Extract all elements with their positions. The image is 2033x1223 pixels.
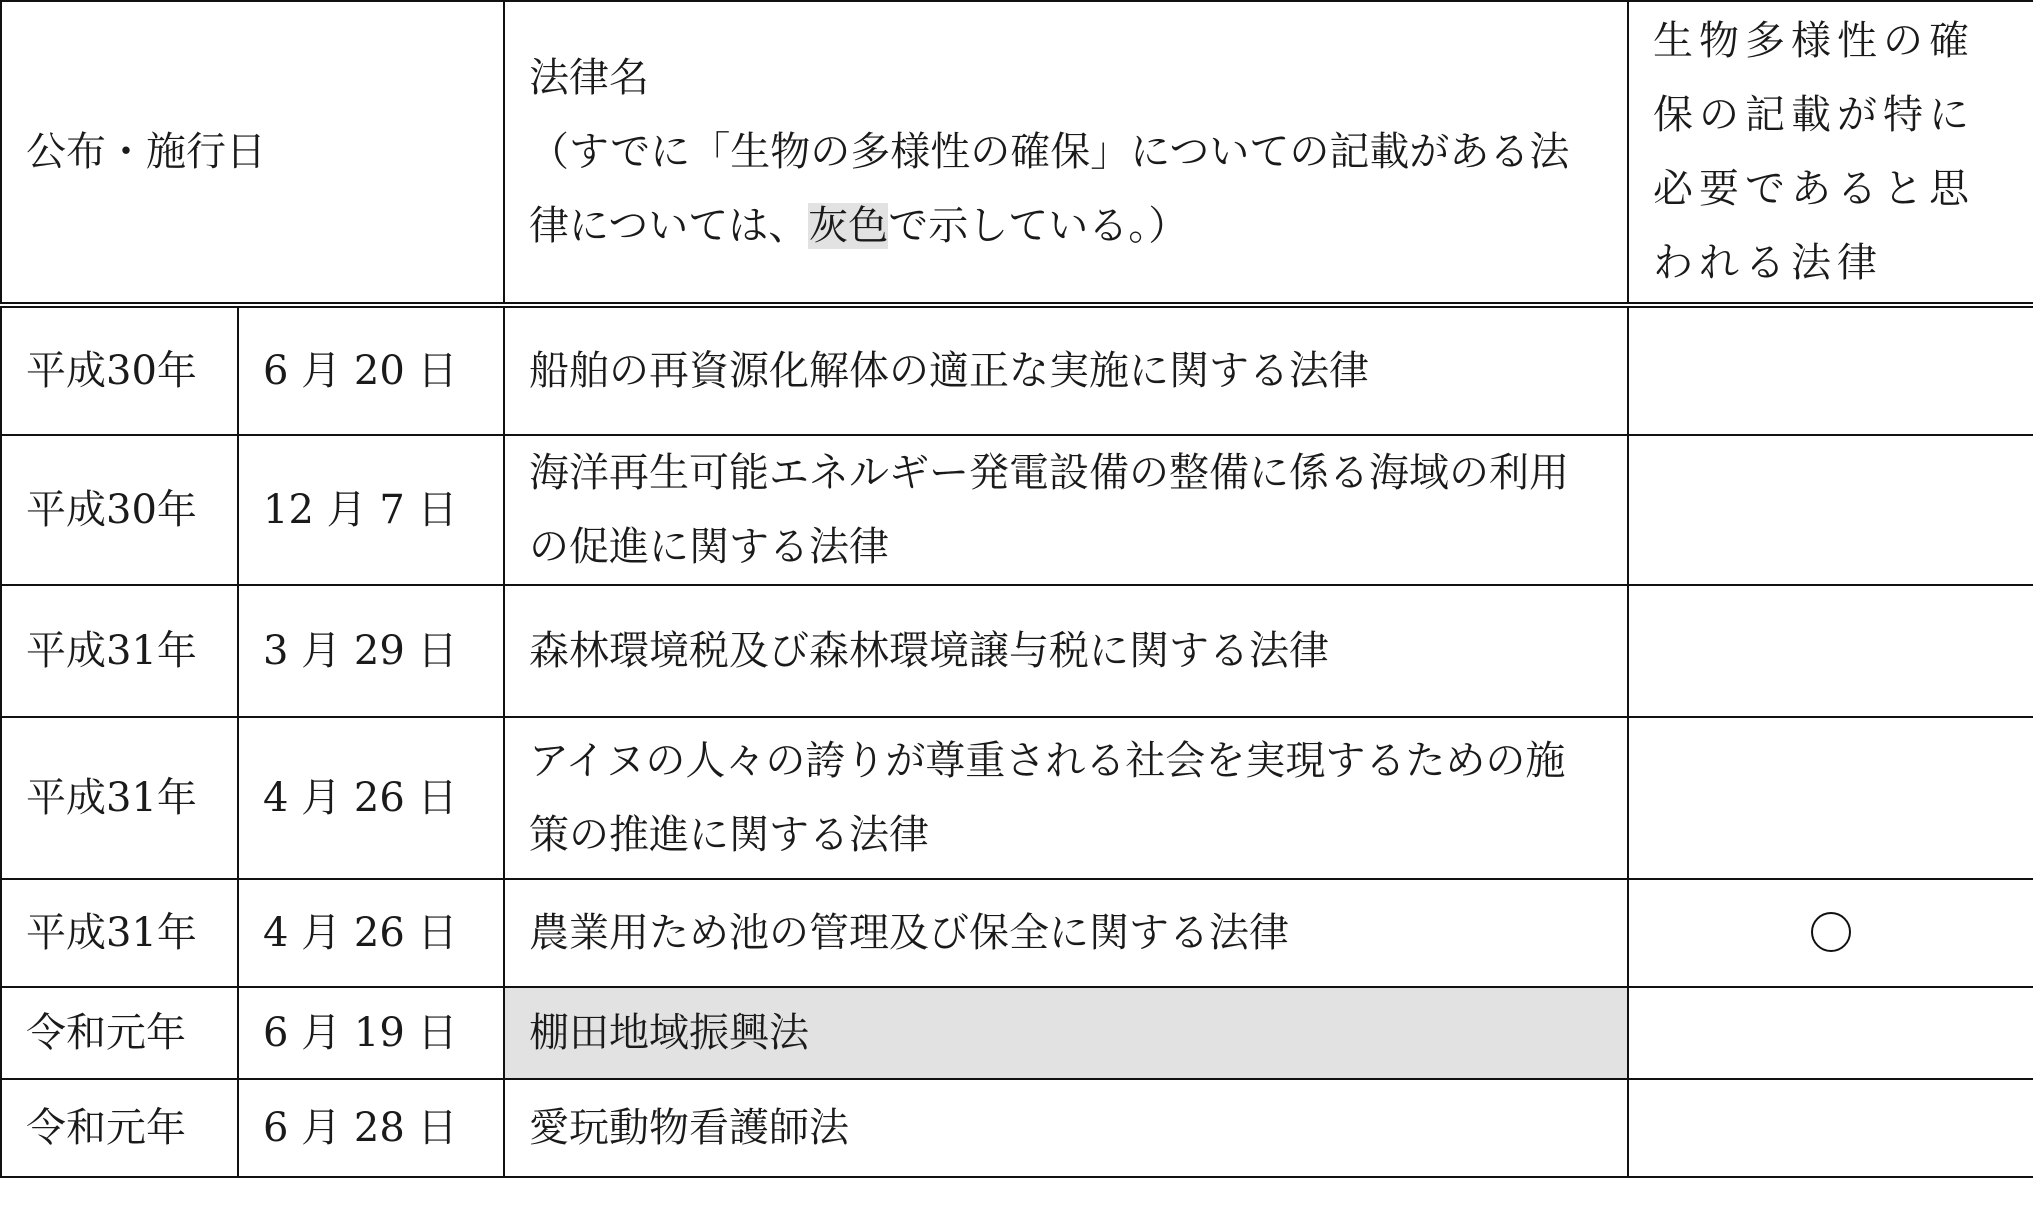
table-row [1,987,2033,1079]
era-cell: 平成30年 [1,435,238,585]
header-mention-label: 生物多様性の確保の記載が特に必要であると思われる法律 [1653,18,1975,286]
law-name-cell: 農業用ため池の管理及び保全に関する法律 [504,879,1628,987]
law-name-cell: 海洋再生可能エネルギー発電設備の整備に係る海域の利用の促進に関する法律 [504,435,1628,585]
mention-cell [1628,987,2033,1079]
mention-cell [1628,879,2033,987]
table-row [1,305,2033,435]
era-cell: 令和元年 [1,1079,238,1177]
date-cell: 3 月 29 日 [238,585,504,717]
table-row [1,1079,2033,1177]
table-row [1,585,2033,717]
law-name-cell: 森林環境税及び森林環境譲与税に関する法律 [504,585,1628,717]
mention-cell [1628,305,2033,435]
header-mention-cell [1628,1,2033,305]
date-cell: 6 月 19 日 [238,987,504,1079]
law-name-cell-gray: 棚田地域振興法 [504,987,1628,1079]
era-cell: 平成31年 [1,879,238,987]
table-row [1,435,2033,585]
table-row [1,879,2033,987]
table-header-row [1,1,2033,305]
mention-cell [1628,717,2033,879]
era-cell: 平成31年 [1,585,238,717]
header-law-title: 法律名 [529,55,649,101]
header-law-note-before: （すでに「生物の多様性の確保」についての記載がある法律については、 [529,129,1570,249]
date-cell: 4 月 26 日 [238,879,504,987]
header-law-note-highlight: 灰色 [808,203,889,249]
header-law-note-after: で示している。） [888,203,1189,249]
header-date-cell [1,1,504,305]
era-cell: 平成30年 [1,305,238,435]
header-law-note [529,115,1603,263]
table-row [1,717,2033,879]
era-cell: 令和元年 [1,987,238,1079]
header-date-label: 公布・施行日 [26,129,266,175]
law-name-cell: 愛玩動物看護師法 [504,1079,1628,1177]
header-law-cell [504,1,1628,305]
date-cell: 6 月 20 日 [238,305,504,435]
mention-cell [1628,435,2033,585]
date-cell: 6 月 28 日 [238,1079,504,1177]
date-cell: 12 月 7 日 [238,435,504,585]
era-cell: 平成31年 [1,717,238,879]
circle-mark-icon [1811,912,1851,952]
mention-cell [1628,1079,2033,1177]
mention-cell [1628,585,2033,717]
date-cell: 4 月 26 日 [238,717,504,879]
law-name-cell: アイヌの人々の誇りが尊重される社会を実現するための施策の推進に関する法律 [504,717,1628,879]
law-name-cell: 船舶の再資源化解体の適正な実施に関する法律 [504,305,1628,435]
